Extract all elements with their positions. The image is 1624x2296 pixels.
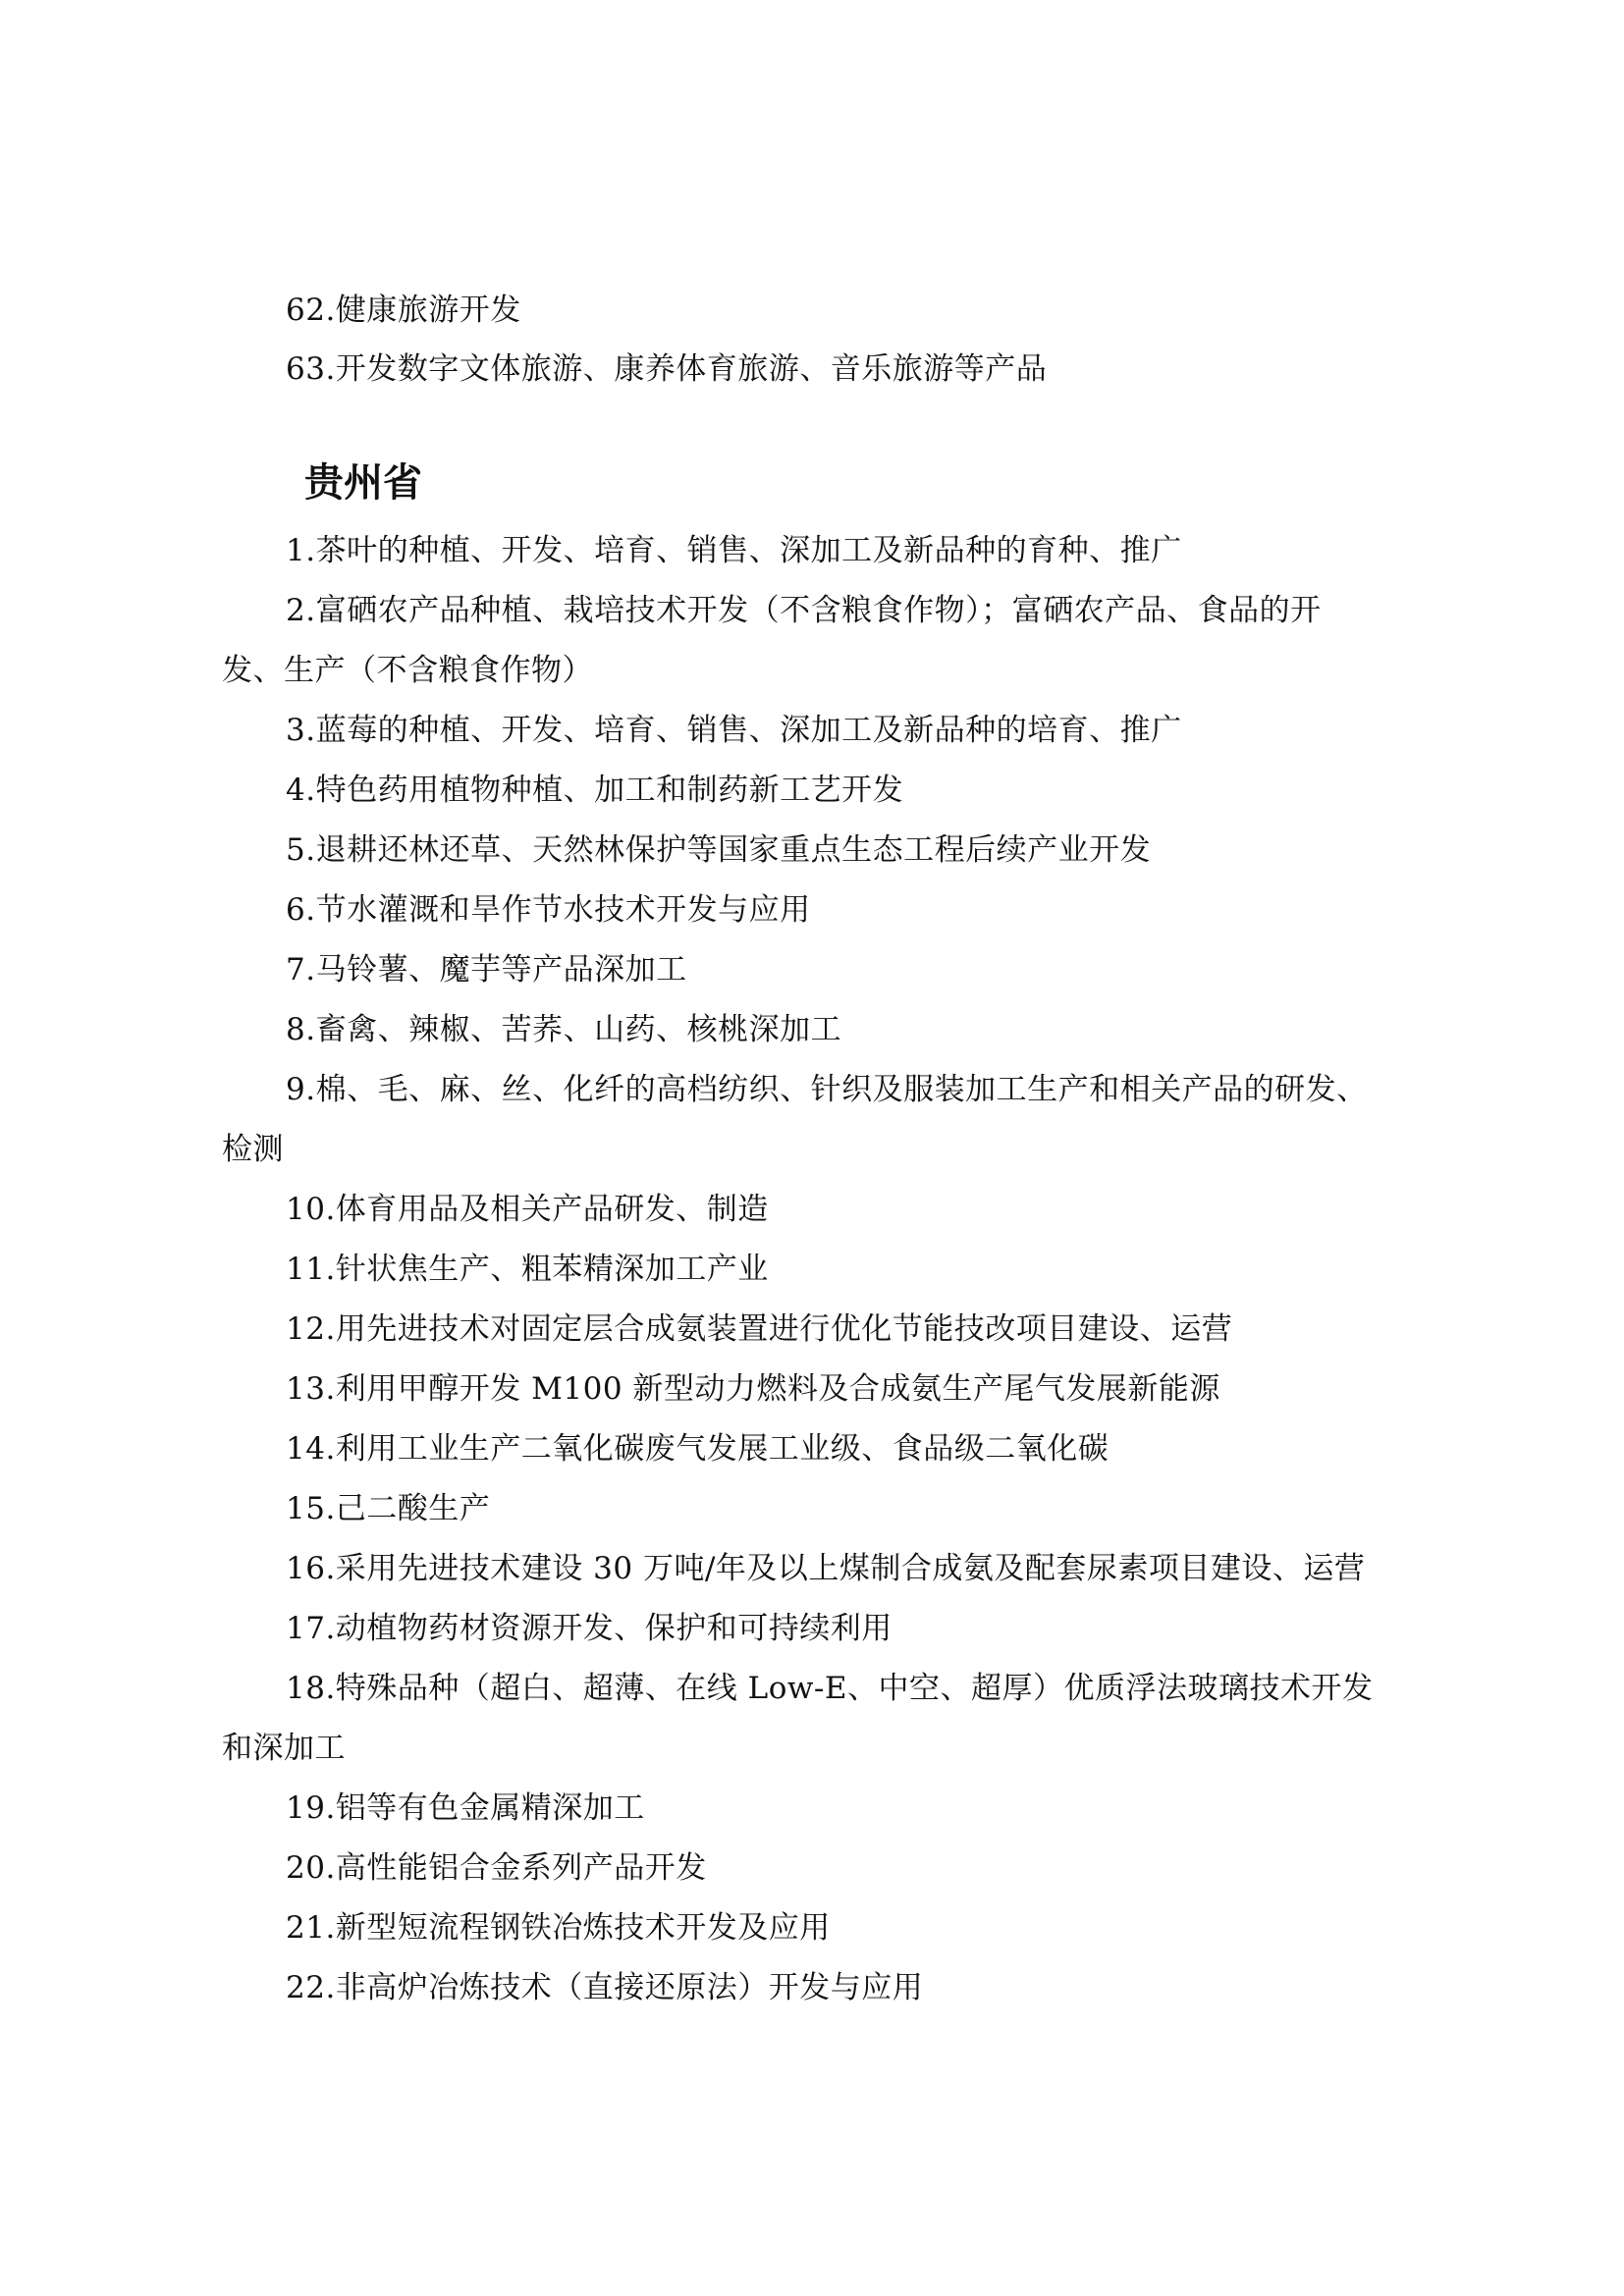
list-item-15: 15.己二酸生产	[286, 1491, 491, 1526]
list-item-14: 14.利用工业生产二氧化碳废气发展工业级、食品级二氧化碳	[286, 1431, 1110, 1467]
list-item-11: 11.针状焦生产、粗苯精深加工产业	[286, 1252, 769, 1287]
list-item-7: 7.马铃薯、魔芋等产品深加工	[286, 952, 687, 988]
list-item-9-continued: 检测	[222, 1132, 284, 1167]
list-item-21: 21.新型短流程钢铁冶炼技术开发及应用	[286, 1910, 831, 1946]
list-item-6: 6.节水灌溉和旱作节水技术开发与应用	[286, 892, 811, 928]
list-item-12: 12.用先进技术对固定层合成氨装置进行优化节能技改项目建设、运营	[286, 1311, 1233, 1347]
list-item-18: 18.特殊品种（超白、超薄、在线 Low-E、中空、超厚）优质浮法玻璃技术开发	[286, 1671, 1374, 1706]
list-item-62: 62.健康旅游开发	[286, 293, 521, 328]
list-item-1: 1.茶叶的种植、开发、培育、销售、深加工及新品种的育种、推广	[286, 533, 1182, 568]
list-item-2: 2.富硒农产品种植、栽培技术开发（不含粮食作物）；富硒农产品、食品的开	[286, 593, 1322, 628]
list-item-5: 5.退耕还林还草、天然林保护等国家重点生态工程后续产业开发	[286, 832, 1152, 868]
list-item-8: 8.畜禽、辣椒、苦荞、山药、核桃深加工	[286, 1012, 842, 1047]
list-item-2-continued: 发、生产（不含粮食作物）	[222, 653, 593, 688]
list-item-18-continued: 和深加工	[222, 1731, 346, 1766]
list-item-17: 17.动植物药材资源开发、保护和可持续利用	[286, 1611, 893, 1646]
list-item-63: 63.开发数字文体旅游、康养体育旅游、音乐旅游等产品	[286, 351, 1048, 387]
list-item-22: 22.非高炉冶炼技术（直接还原法）开发与应用	[286, 1970, 924, 2005]
section-heading-guizhou: 贵州省	[304, 460, 422, 506]
list-item-13: 13.利用甲醇开发 M100 新型动力燃料及合成氨生产尾气发展新能源	[286, 1371, 1220, 1407]
list-item-16: 16.采用先进技术建设 30 万吨/年及以上煤制合成氨及配套尿素项目建设、运营	[286, 1551, 1366, 1586]
list-item-10: 10.体育用品及相关产品研发、制造	[286, 1192, 769, 1227]
list-item-3: 3.蓝莓的种植、开发、培育、销售、深加工及新品种的培育、推广	[286, 713, 1182, 748]
list-item-20: 20.高性能铝合金系列产品开发	[286, 1850, 707, 1886]
list-item-9: 9.棉、毛、麻、丝、化纤的高档纺织、针织及服装加工生产和相关产品的研发、	[286, 1072, 1368, 1107]
list-item-19: 19.铝等有色金属精深加工	[286, 1790, 645, 1826]
list-item-4: 4.特色药用植物种植、加工和制药新工艺开发	[286, 773, 904, 808]
